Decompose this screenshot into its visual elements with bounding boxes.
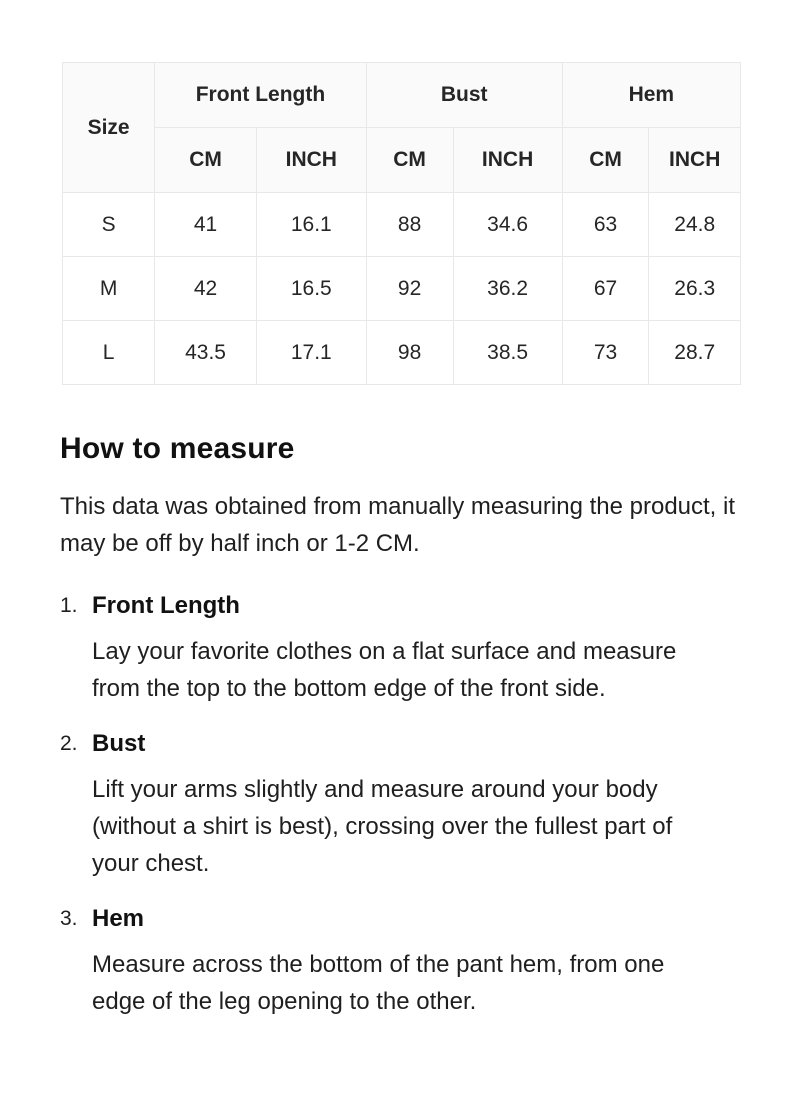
bust-cm-header: CM <box>366 128 453 193</box>
table-cell: 17.1 <box>256 321 366 385</box>
table-cell: 16.1 <box>256 193 366 257</box>
list-item-body <box>92 590 740 728</box>
table-cell: 42 <box>155 257 257 321</box>
table-cell: 63 <box>562 193 649 257</box>
table-cell: 43.5 <box>155 321 257 385</box>
table-row-size-m <box>63 257 741 321</box>
size-label: M <box>63 257 155 321</box>
list-item-body <box>92 728 740 903</box>
size-label: L <box>63 321 155 385</box>
step-title-front-length: Front Length <box>92 592 240 619</box>
table-row-size-s <box>63 193 741 257</box>
list-item-front-length <box>60 590 740 728</box>
front-length-inch-header: INCH <box>256 128 366 193</box>
table-cell: 24.8 <box>649 193 741 257</box>
table-cell: 28.7 <box>649 321 741 385</box>
hem-cm-header: CM <box>562 128 649 193</box>
step-description-bust: Lift your arms slightly and measure around your body (without a shirt is best), crossing over the fullest part of your chest. <box>92 776 673 877</box>
table-cell: 92 <box>366 257 453 321</box>
table-cell: 16.5 <box>256 257 366 321</box>
bust-inch-header: INCH <box>453 128 562 193</box>
table-cell: 67 <box>562 257 649 321</box>
size-label: S <box>63 193 155 257</box>
table-cell: 36.2 <box>453 257 562 321</box>
list-item-hem <box>60 903 740 1041</box>
hem-inch-header: INCH <box>649 128 741 193</box>
bust-group-header: Bust <box>366 63 562 128</box>
table-row-size-l <box>63 321 741 385</box>
measure-disclaimer-text: This data was obtained from manually measuring the product, it may be off by half inch or 1-2 CM. <box>60 493 736 557</box>
table-group-header-row <box>63 63 741 128</box>
table-cell: 38.5 <box>453 321 562 385</box>
table-unit-header-row <box>63 128 741 193</box>
table-cell: 34.6 <box>453 193 562 257</box>
front-length-cm-header: CM <box>155 128 257 193</box>
how-to-measure-heading: How to measure <box>60 432 295 465</box>
step-description-hem: Measure across the bottom of the pant hem, from one edge of the leg opening to the other. <box>92 951 665 1015</box>
size-column-header: Size <box>63 63 155 193</box>
hem-group-header: Hem <box>562 63 740 128</box>
step-title-hem: Hem <box>92 905 145 932</box>
list-item-bust <box>60 728 740 903</box>
front-length-group-header: Front Length <box>155 63 367 128</box>
table-cell: 88 <box>366 193 453 257</box>
list-item-number: 3. <box>60 907 78 930</box>
table-cell: 98 <box>366 321 453 385</box>
list-item-number: 2. <box>60 732 78 755</box>
table-cell: 26.3 <box>649 257 741 321</box>
table-cell: 73 <box>562 321 649 385</box>
table-cell: 41 <box>155 193 257 257</box>
step-description-front-length: Lay your favorite clothes on a flat surface and measure from the top to the bottom edge of the front side. <box>92 638 677 702</box>
measure-steps-list <box>60 590 740 1041</box>
step-title-bust: Bust <box>92 730 146 757</box>
list-item-number: 1. <box>60 594 78 617</box>
size-chart-table <box>62 62 741 385</box>
list-item-body <box>92 903 740 1041</box>
